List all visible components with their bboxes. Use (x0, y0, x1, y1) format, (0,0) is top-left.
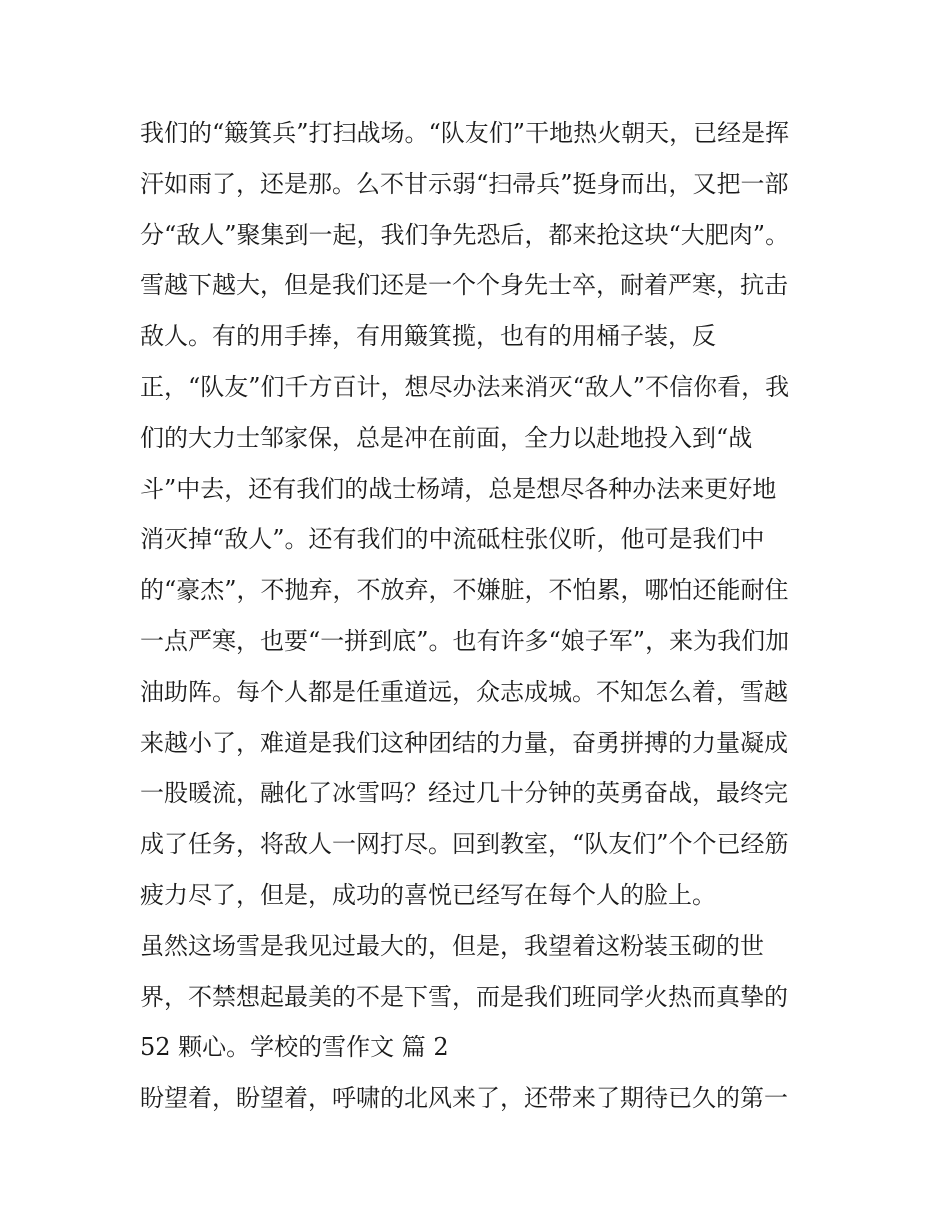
text-line: 虽然这场雪是我见过最大的，但是，我望着这粉装玉砌的世 (140, 931, 764, 960)
text-line: 斗”中去，还有我们的战士杨靖，总是想尽各种办法来更好地 (140, 474, 777, 503)
text-line: 雪越下越大，但是我们还是一个个身先士卒，耐着严寒，抗击 (140, 271, 788, 300)
text-line: 的“豪杰”，不抛弃，不放弃，不嫌脏，不怕累，哪怕还能耐住 (140, 576, 789, 605)
text-line: 我们的“簸箕兵”打扫战场。“队友们”干地热火朝天，已经是挥 (140, 119, 790, 147)
text-line: 一股暖流，融化了冰雪吗？经过几十分钟的英勇奋战，最终完 (140, 779, 788, 808)
text-line: 正，“队友”们千方百计，想尽办法来消灭“敌人”不信你看，我 (140, 372, 790, 401)
text-line: 分“敌人”聚集到一起，我们争先恐后，都来抢这块“大肥肉”。 (140, 220, 790, 249)
text-line: 一点严寒，也要“一拼到底”。也有许多“娘子军”，来为我们加 (140, 626, 790, 655)
text-line: 界，不禁想起最美的不是下雪，而是我们班同学火热而真挚的 (140, 982, 788, 1011)
text-line: 盼望着，盼望着，呼啸的北风来了，还带来了期待已久的第一 (140, 1084, 788, 1113)
text-line: 们的大力士邹家保，总是冲在前面，全力以赴地投入到“战 (140, 423, 753, 452)
text-line: 来越小了，难道是我们这种团结的力量，奋勇拼搏的力量凝成 (140, 728, 788, 757)
text-line: 疲力尽了，但是，成功的喜悦已经写在每个人的脸上。 (140, 880, 716, 909)
essay-text (140, 108, 820, 1124)
section-heading-line: 52 颗心。学校的雪作文 篇 2 (140, 1033, 449, 1062)
text-line: 成了任务，将敌人一网打尽。回到教室，“队友们”个个已经筋 (140, 830, 789, 859)
text-line: 汗如雨了，还是那。么不甘示弱“扫帚兵”挺身而出，又把一部 (140, 169, 789, 198)
text-line: 消灭掉“敌人”。还有我们的中流砥柱张仪昕，他可是我们中 (140, 525, 765, 554)
text-line: 油助阵。每个人都是任重道远，众志成城。不知怎么着，雪越 (140, 677, 788, 706)
text-line: 敌人。有的用手捧，有用簸箕揽，也有的用桶子装，反 (140, 322, 716, 351)
